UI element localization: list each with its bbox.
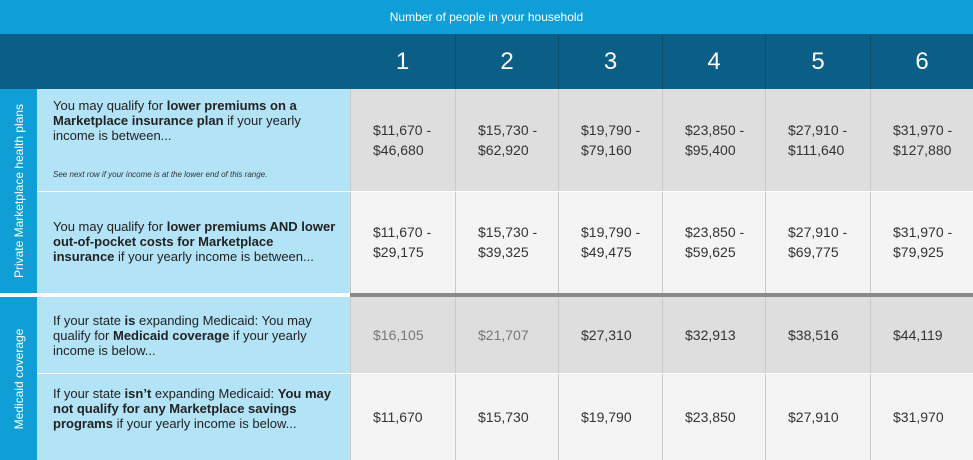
household-size-header	[0, 34, 973, 89]
description-text: You may qualify for lower premiums on a Marketplace insurance plan if your yearly income is between...	[53, 98, 301, 143]
income-cell	[765, 373, 870, 460]
description-text: If your state isn’t expanding Medicaid: You may not qualify for any Marketplace savings programs if your yearly income is below...	[53, 386, 331, 431]
income-cell	[455, 89, 558, 191]
description-text: You may qualify for lower premiums AND lower out-of-pocket costs for Marketplace insurance if your yearly income is between...	[53, 219, 336, 264]
income-cell	[662, 297, 765, 373]
income-cell	[662, 89, 765, 191]
income-cell	[455, 373, 558, 460]
income-value: $44,119	[893, 327, 943, 343]
income-value: $21,707	[478, 327, 529, 343]
row-divider	[37, 191, 973, 192]
income-cell	[765, 297, 870, 373]
income-value: $38,516	[788, 327, 839, 343]
section-label-medicaid	[0, 297, 37, 460]
household-size-1: 1	[395, 47, 410, 75]
income-value: $23,850 - $59,625	[685, 224, 745, 260]
income-cell	[350, 297, 455, 373]
income-cell	[662, 373, 765, 460]
income-cell	[765, 89, 870, 191]
income-value: $31,970 - $127,880	[893, 122, 953, 158]
income-cell	[870, 373, 973, 460]
household-size-2: 2	[455, 34, 558, 89]
section-label-private-plans	[0, 89, 37, 293]
section-divider	[350, 293, 973, 297]
eligibility-description	[37, 297, 350, 373]
income-value: $19,790	[581, 408, 632, 425]
income-value: $27,910 - $69,775	[788, 224, 848, 260]
income-value: $11,670	[373, 408, 423, 425]
income-value: $31,970	[893, 408, 944, 425]
section-label-text: Medicaid coverage	[11, 328, 26, 429]
income-value: $15,730 - $62,920	[478, 122, 538, 158]
income-value: $11,670 - $46,680	[373, 122, 432, 158]
section-label-text: Private Marketplace health plans	[11, 103, 26, 279]
income-cell	[558, 373, 662, 460]
income-value: $23,850 - $95,400	[685, 122, 745, 158]
income-cell	[455, 191, 558, 293]
income-value: $15,730	[478, 408, 529, 425]
income-cell	[350, 89, 455, 191]
eligibility-description	[37, 191, 350, 293]
income-cell	[558, 89, 662, 191]
income-cell	[455, 297, 558, 373]
eligibility-description	[37, 373, 350, 460]
description-note: See next row if your income is at the lower end of this range.	[53, 170, 268, 179]
household-size-5: 5	[765, 34, 870, 89]
household-size-4: 4	[662, 34, 765, 89]
income-cell	[350, 373, 455, 460]
income-value: $16,105	[373, 327, 424, 343]
income-cell	[662, 191, 765, 293]
row-divider	[37, 373, 973, 374]
income-cell	[765, 191, 870, 293]
income-value: $32,913	[685, 327, 736, 343]
table-title: Number of people in your household	[0, 0, 973, 34]
income-value: $19,790 - $79,160	[581, 122, 641, 158]
income-cell	[870, 191, 973, 293]
income-cell	[870, 89, 973, 191]
income-value: $23,850	[685, 408, 736, 425]
household-size-3: 3	[558, 34, 662, 89]
income-value: $27,910 - $111,640	[788, 122, 848, 158]
income-value: $27,910	[788, 408, 839, 425]
income-value: $31,970 - $79,925	[893, 224, 953, 260]
income-value: $27,310	[581, 327, 632, 343]
income-value: $15,730 - $39,325	[478, 224, 538, 260]
income-cell	[558, 297, 662, 373]
income-cell	[558, 191, 662, 293]
description-text: If your state is expanding Medicaid: You may qualify for Medicaid coverage if your yearly income is below...	[53, 313, 312, 358]
income-value: $19,790 - $49,475	[581, 224, 641, 260]
income-value: $11,670 - $29,175	[373, 224, 432, 260]
eligibility-description	[37, 89, 350, 191]
income-cell	[870, 297, 973, 373]
household-size-6: 6	[870, 34, 973, 89]
income-cell	[350, 191, 455, 293]
